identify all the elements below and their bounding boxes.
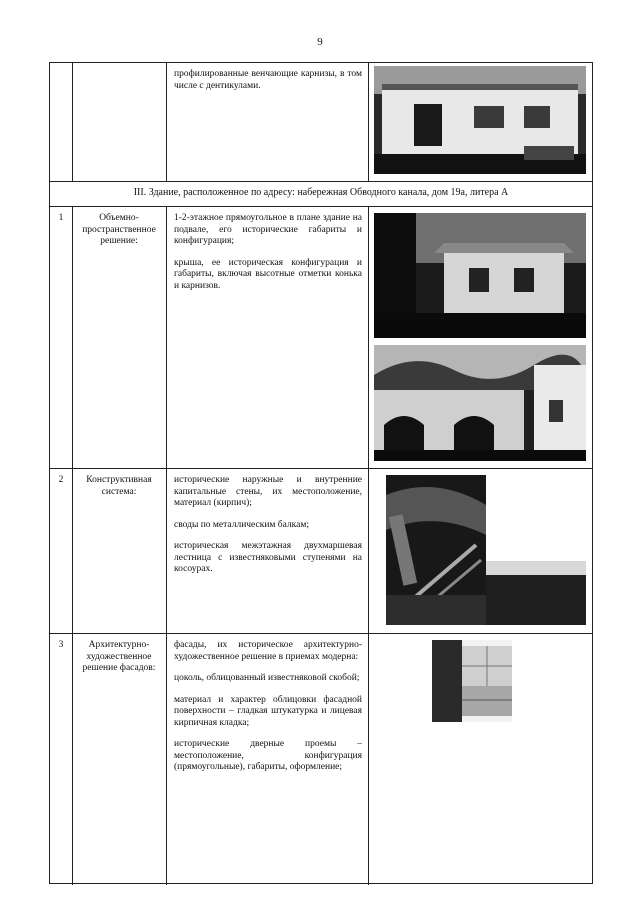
row1-paragraph: крыша, ее историческая конфигурация и габариты, включая высотные отметки конька и карнизов. bbox=[174, 257, 362, 291]
row3-description bbox=[174, 640, 362, 784]
row1-photo-bottom bbox=[374, 345, 586, 461]
row0-description bbox=[174, 69, 362, 102]
row3-photo-plinth bbox=[432, 640, 512, 722]
row2-description bbox=[174, 475, 362, 586]
row0-photo bbox=[374, 66, 586, 174]
row3-paragraph: фасады, их историческое архитектурно-художественное решение в приемах модерна: bbox=[174, 640, 362, 662]
row2-paragraph: историческая межэтажная двухмаршевая лестница с известняковыми ступенями на косоурах. bbox=[174, 541, 362, 574]
page-number: 9 bbox=[317, 36, 323, 48]
row3-paragraph: цоколь, облицованный известняковой скобой; bbox=[174, 673, 360, 683]
row2-number: 2 bbox=[58, 475, 64, 485]
section-title: III. Здание, расположенное по адресу: набережная Обводного канала, дом 19а, литера А bbox=[133, 187, 509, 198]
row2-photo-stair bbox=[486, 561, 586, 625]
row1-paragraph: 1-2-этажное прямоугольное в плане здание на подвале, его исторические габариты и конфигурация; bbox=[174, 213, 362, 246]
row2-paragraph: своды по металлическим балкам; bbox=[174, 519, 310, 530]
row3-paragraph: материал и характер облицовки фасадной поверхности – гладкая штукатурка и лицевая кирпичная кладка; bbox=[174, 694, 362, 728]
row1-name: Объемно-пространственное решение: bbox=[82, 213, 156, 246]
row3-paragraph: исторические дверные проемы – местоположение, конфигурация (прямоугольные), габариты, оформление; bbox=[174, 739, 362, 772]
row1-description bbox=[174, 213, 362, 302]
row3-name: Архитектурно-художественное решение фасадов: bbox=[82, 640, 156, 673]
row0-text: профилированные венчающие карнизы, в том числе с дентикулами. bbox=[174, 69, 362, 91]
row1-photo-top bbox=[374, 213, 586, 338]
heritage-table bbox=[49, 62, 593, 884]
row3-number: 3 bbox=[58, 640, 64, 650]
row2-photo-vault bbox=[386, 475, 486, 625]
row2-paragraph: исторические наружные и внутренние капитальные стены, их местоположение, материал (кирпич); bbox=[174, 475, 362, 508]
row2-name: Конструктивная система: bbox=[86, 475, 152, 497]
row1-number: 1 bbox=[58, 213, 64, 223]
